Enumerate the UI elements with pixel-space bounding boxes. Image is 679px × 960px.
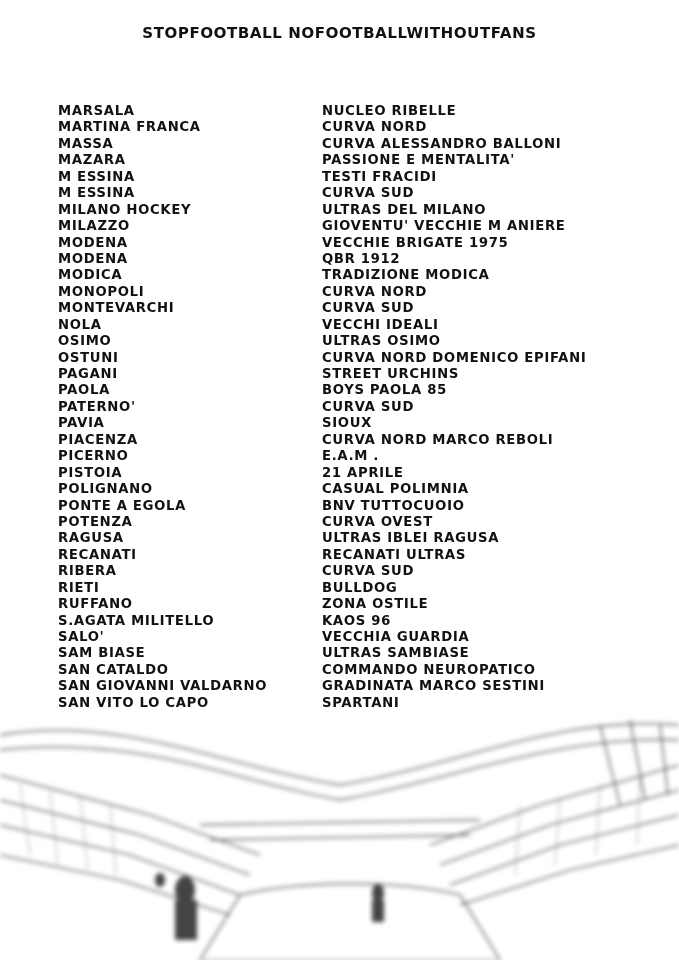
list-item xyxy=(58,548,658,564)
city-name: RIETI xyxy=(58,580,100,596)
city-name: MASSA xyxy=(58,136,114,152)
city-name: MODENA xyxy=(58,235,128,251)
city-name: RUFFANO xyxy=(58,597,133,613)
city-name: SAN CATALDO xyxy=(58,662,169,678)
city-name: MAZARA xyxy=(58,153,126,169)
city-name: S.AGATA MILITELLO xyxy=(58,613,215,629)
ultras-group-name: VECCHI IDEALI xyxy=(322,317,439,333)
city-name: MARTINA FRANCA xyxy=(58,120,201,136)
list-item xyxy=(58,203,658,219)
city-name: RIBERA xyxy=(58,564,117,580)
city-name: NOLA xyxy=(58,317,102,333)
city-name: MONTEVARCHI xyxy=(58,301,175,317)
list-item xyxy=(58,482,658,498)
list-item xyxy=(58,679,658,695)
ultras-group-name: ULTRAS DEL MILANO xyxy=(322,202,487,218)
city-name: M ESSINA xyxy=(58,186,135,202)
list-item xyxy=(58,367,658,383)
city-name: MODENA xyxy=(58,251,128,267)
city-name: MONOPOLI xyxy=(58,284,145,300)
ultras-group-name: CASUAL POLIMNIA xyxy=(322,482,469,498)
city-name: OSIMO xyxy=(58,334,112,350)
city-name: PAOLA xyxy=(58,383,110,399)
ultras-group-name: TESTI FRACIDI xyxy=(322,169,437,185)
ultras-group-name: CURVA SUD xyxy=(322,186,415,202)
ultras-group-name: RECANATI ULTRAS xyxy=(322,547,467,563)
list-item xyxy=(58,449,658,465)
list-item xyxy=(58,153,658,169)
city-name: PATERNO' xyxy=(58,399,136,415)
ultras-group-name: CURVA NORD xyxy=(322,284,427,300)
city-name: PISTOIA xyxy=(58,465,123,481)
ultras-group-name: QBR 1912 xyxy=(322,251,401,267)
ultras-group-name: CURVA ALESSANDRO BALLONI xyxy=(322,136,562,152)
list-item xyxy=(58,564,658,580)
list-item xyxy=(58,104,658,120)
ultras-group-name: COMMANDO NEUROPATICO xyxy=(322,662,536,678)
ultras-group-name: ULTRAS SAMBIASE xyxy=(322,646,470,662)
ultras-group-name: CURVA NORD DOMENICO EPIFANI xyxy=(322,350,587,366)
city-name: RAGUSA xyxy=(58,531,124,547)
ultras-group-name: ZONA OSTILE xyxy=(322,597,429,613)
list-item xyxy=(58,268,658,284)
list-item xyxy=(58,614,658,630)
city-name: M ESSINA xyxy=(58,169,135,185)
list-item xyxy=(58,219,658,235)
list-item xyxy=(58,646,658,662)
city-name: POTENZA xyxy=(58,514,133,530)
city-name: PONTE A EGOLA xyxy=(58,498,187,514)
list-item xyxy=(58,433,658,449)
list-item xyxy=(58,170,658,186)
ultras-group-name: 21 APRILE xyxy=(322,465,404,481)
list-item xyxy=(58,581,658,597)
city-name: PICERNO xyxy=(58,449,129,465)
list-item xyxy=(58,301,658,317)
city-name: OSTUNI xyxy=(58,350,119,366)
ultras-group-name: PASSIONE E MENTALITA' xyxy=(322,153,515,169)
ultras-group-name: VECCHIE BRIGATE 1975 xyxy=(322,235,509,251)
ultras-group-name: CURVA NORD xyxy=(322,120,427,136)
city-name: MILANO HOCKEY xyxy=(58,202,192,218)
list-item xyxy=(58,318,658,334)
list-item xyxy=(58,400,658,416)
city-name: POLIGNANO xyxy=(58,482,153,498)
list-item xyxy=(58,285,658,301)
ultras-group-name: CURVA NORD MARCO REBOLI xyxy=(322,432,554,448)
page-title: STOPFOOTBALL NOFOOTBALLWITHOUTFANS xyxy=(142,24,537,42)
ultras-group-name: KAOS 96 xyxy=(322,613,391,629)
list-item xyxy=(58,416,658,432)
list-item xyxy=(58,252,658,268)
ultras-group-name: BNV TUTTOCUOIO xyxy=(322,498,465,514)
list-item xyxy=(58,186,658,202)
ultras-group-name: ULTRAS IBLEI RAGUSA xyxy=(322,531,500,547)
list-item xyxy=(58,236,658,252)
ultras-group-name: SPARTANI xyxy=(322,695,400,711)
ultras-group-name: TRADIZIONE MODICA xyxy=(322,268,490,284)
list-item xyxy=(58,499,658,515)
ultras-group-name: GRADINATA MARCO SESTINI xyxy=(322,679,545,695)
ultras-group-name: CURVA SUD xyxy=(322,399,415,415)
list-item xyxy=(58,531,658,547)
ultras-group-name: CURVA SUD xyxy=(322,301,415,317)
list-item xyxy=(58,137,658,153)
city-name: SALO' xyxy=(58,630,105,645)
ultras-group-name: STREET URCHINS xyxy=(322,367,460,382)
city-name: PIACENZA xyxy=(58,432,138,448)
list-item xyxy=(58,466,658,482)
stadium-sketch-illustration xyxy=(0,705,679,960)
ultras-group-name: CURVA OVEST xyxy=(322,514,433,530)
city-name: MILAZZO xyxy=(58,219,130,235)
city-name: MARSALA xyxy=(58,104,135,119)
city-name: PAVIA xyxy=(58,416,105,432)
ultras-group-name: SIOUX xyxy=(322,416,372,432)
city-name: PAGANI xyxy=(58,367,118,382)
ultras-group-name: E.A.M . xyxy=(322,449,380,465)
list-item xyxy=(58,120,658,136)
ultras-group-name: BULLDOG xyxy=(322,580,398,596)
list-item xyxy=(58,597,658,613)
ultras-group-name: VECCHIA GUARDIA xyxy=(322,630,470,645)
list-item xyxy=(58,383,658,399)
list-item xyxy=(58,630,658,646)
ultras-group-name: ULTRAS OSIMO xyxy=(322,334,441,350)
ultras-group-name: BOYS PAOLA 85 xyxy=(322,383,447,399)
city-name: SAN GIOVANNI VALDARNO xyxy=(58,679,268,695)
list-item xyxy=(58,351,658,367)
city-name: SAN VITO LO CAPO xyxy=(58,695,209,711)
ultras-group-name: CURVA SUD xyxy=(322,564,415,580)
city-name: RECANATI xyxy=(58,547,137,563)
list-item xyxy=(58,334,658,350)
city-name: SAM BIASE xyxy=(58,646,146,662)
ultras-group-name: GIOVENTU' VECCHIE M ANIERE xyxy=(322,219,566,235)
city-group-list xyxy=(58,104,658,712)
city-name: MODICA xyxy=(58,268,123,284)
ultras-group-name: NUCLEO RIBELLE xyxy=(322,104,457,119)
list-item xyxy=(58,515,658,531)
list-item xyxy=(58,663,658,679)
